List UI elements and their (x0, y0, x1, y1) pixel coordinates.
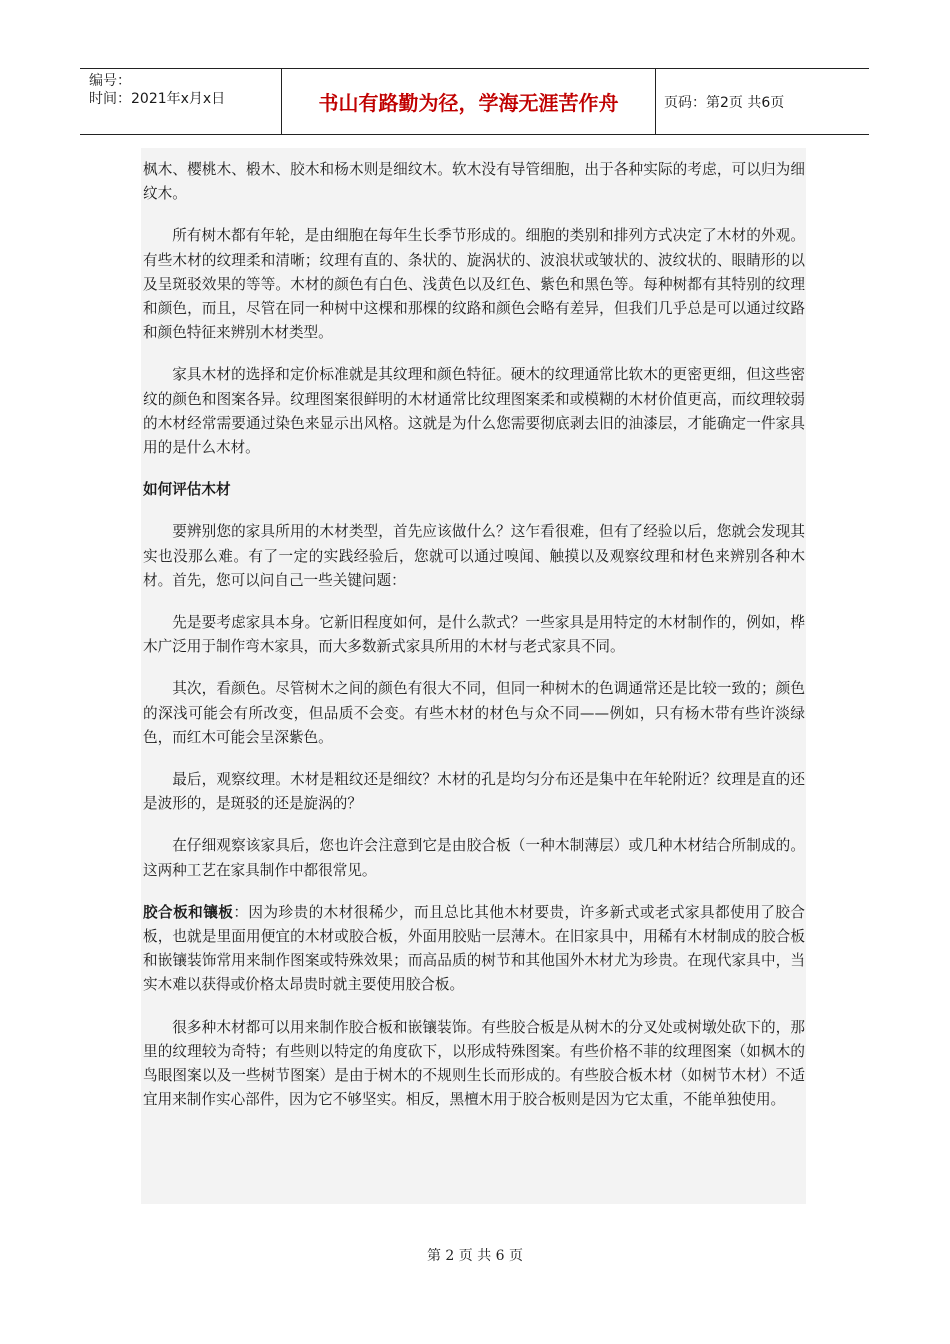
paragraph-3: 家具木材的选择和定价标准就是其纹理和颜色特征。硬木的纹理通常比软木的更密更细，但这些密纹的颜色和图案各异。纹理图案很鲜明的木材通常比纹理图案柔和或模糊的木材价值更高，而纹理较弱的木材经常需要通过染色来显示出风格。这就是为什么您需要彻底剥去旧的油漆层，才能确定一件家具用的是什么木材。 (143, 366, 805, 457)
header-table (80, 68, 869, 135)
paragraph-1: 枫木、樱桃木、椴木、胶木和杨木则是细纹木。软木没有导管细胞，出于各种实际的考虑，可以归为细纹木。 (143, 161, 805, 203)
document-body (143, 158, 805, 1131)
paragraph-7: 最后，观察纹理。木材是粗纹还是细纹？木材的孔是均匀分布还是集中在年轮附近？纹理是直的还是波形的，是斑驳的还是旋涡的？ (143, 771, 805, 813)
header-motto: 书山有路勤为径，学海无涯苦作舟 (282, 69, 656, 134)
page-footer: 第 2 页 共 6 页 (426, 1248, 524, 1264)
paragraph-9-lead: 胶合板和镶板 (143, 903, 234, 921)
section-heading: 如何评估木材 (143, 481, 231, 499)
header-meta (80, 69, 282, 134)
paragraph-5: 先是要考虑家具本身。它新旧程度如何，是什么款式？一些家具是用特定的木材制作的，例如，桦木广泛用于制作弯木家具，而大多数新式家具所用的木材与老式家具不同。 (143, 614, 805, 656)
number-label: 编号： (89, 73, 131, 89)
paragraph-9-text: ：因为珍贵的木材很稀少，而且总比其他木材要贵，许多新式或老式家具都使用了胶合板，也就是里面用便宜的木材或胶合板，外面用胶贴一层薄木。在旧家具中，用稀有木材制成的胶合板和嵌镶装饰常用来制作图案或特殊效果；而高品质的树节和其他国外木材尤为珍贵。在现代家具中，当实木难以获得或价格太昂贵时就主要使用胶合板。 (143, 903, 805, 994)
date-line: 时间：2021年x月x日 (89, 91, 226, 107)
paragraph-9 (143, 901, 805, 998)
paragraph-10: 很多种木材都可以用来制作胶合板和嵌镶装饰。有些胶合板是从树木的分叉处或树墩处砍下的，那里的纹理较为奇特；有些则以特定的角度砍下，以形成特殊图案。有些价格不菲的纹理图案（如枫木的鸟眼图案以及一些树节图案）是由于树木的不规则生长而形成的。有些胶合板木材（如树节木材）不适宜用来制作实心部件，因为它不够坚实。相反，黑檀木用于胶合板则是因为它太重，不能单独使用。 (143, 1018, 805, 1109)
paragraph-6: 其次，看颜色。尽管树木之间的颜色有很大不同，但同一种树木的色调通常还是比较一致的；颜色的深浅可能会有所改变，但品质不会变。有些木材的材色与众不同——例如，只有杨木带有些许淡绿色，而红木可能会呈深紫色。 (143, 680, 805, 746)
paragraph-8: 在仔细观察该家具后，您也许会注意到它是由胶合板（一种木制薄层）或几种木材结合所制成的。这两种工艺在家具制作中都很常见。 (143, 837, 805, 879)
paragraph-4: 要辨别您的家具所用的木材类型，首先应该做什么？这乍看很难，但有了经验以后，您就会发现其实也没那么难。有了一定的实践经验后，您就可以通过嗅闻、触摸以及观察纹理和材色来辨别各种木材。首先，您可以问自己一些关键问题： (143, 523, 805, 589)
paragraph-2: 所有树木都有年轮，是由细胞在每年生长季节形成的。细胞的类别和排列方式决定了木材的外观。有些木材的纹理柔和清晰；纹理有直的、条状的、旋涡状的、波浪状或皱状的、波纹状的、眼睛形的以及呈斑驳效果的等等。木材的颜色有白色、浅黄色以及红色、紫色和黑色等。每种树都有其特别的纹理和颜色，而且，尽管在同一种树中这棵和那棵的纹路和颜色会略有差异，但我们几乎总是可以通过纹路和颜色特征来辨别木材类型。 (143, 227, 805, 342)
header-page-code: 页码：第2页 共6页 (664, 94, 785, 111)
